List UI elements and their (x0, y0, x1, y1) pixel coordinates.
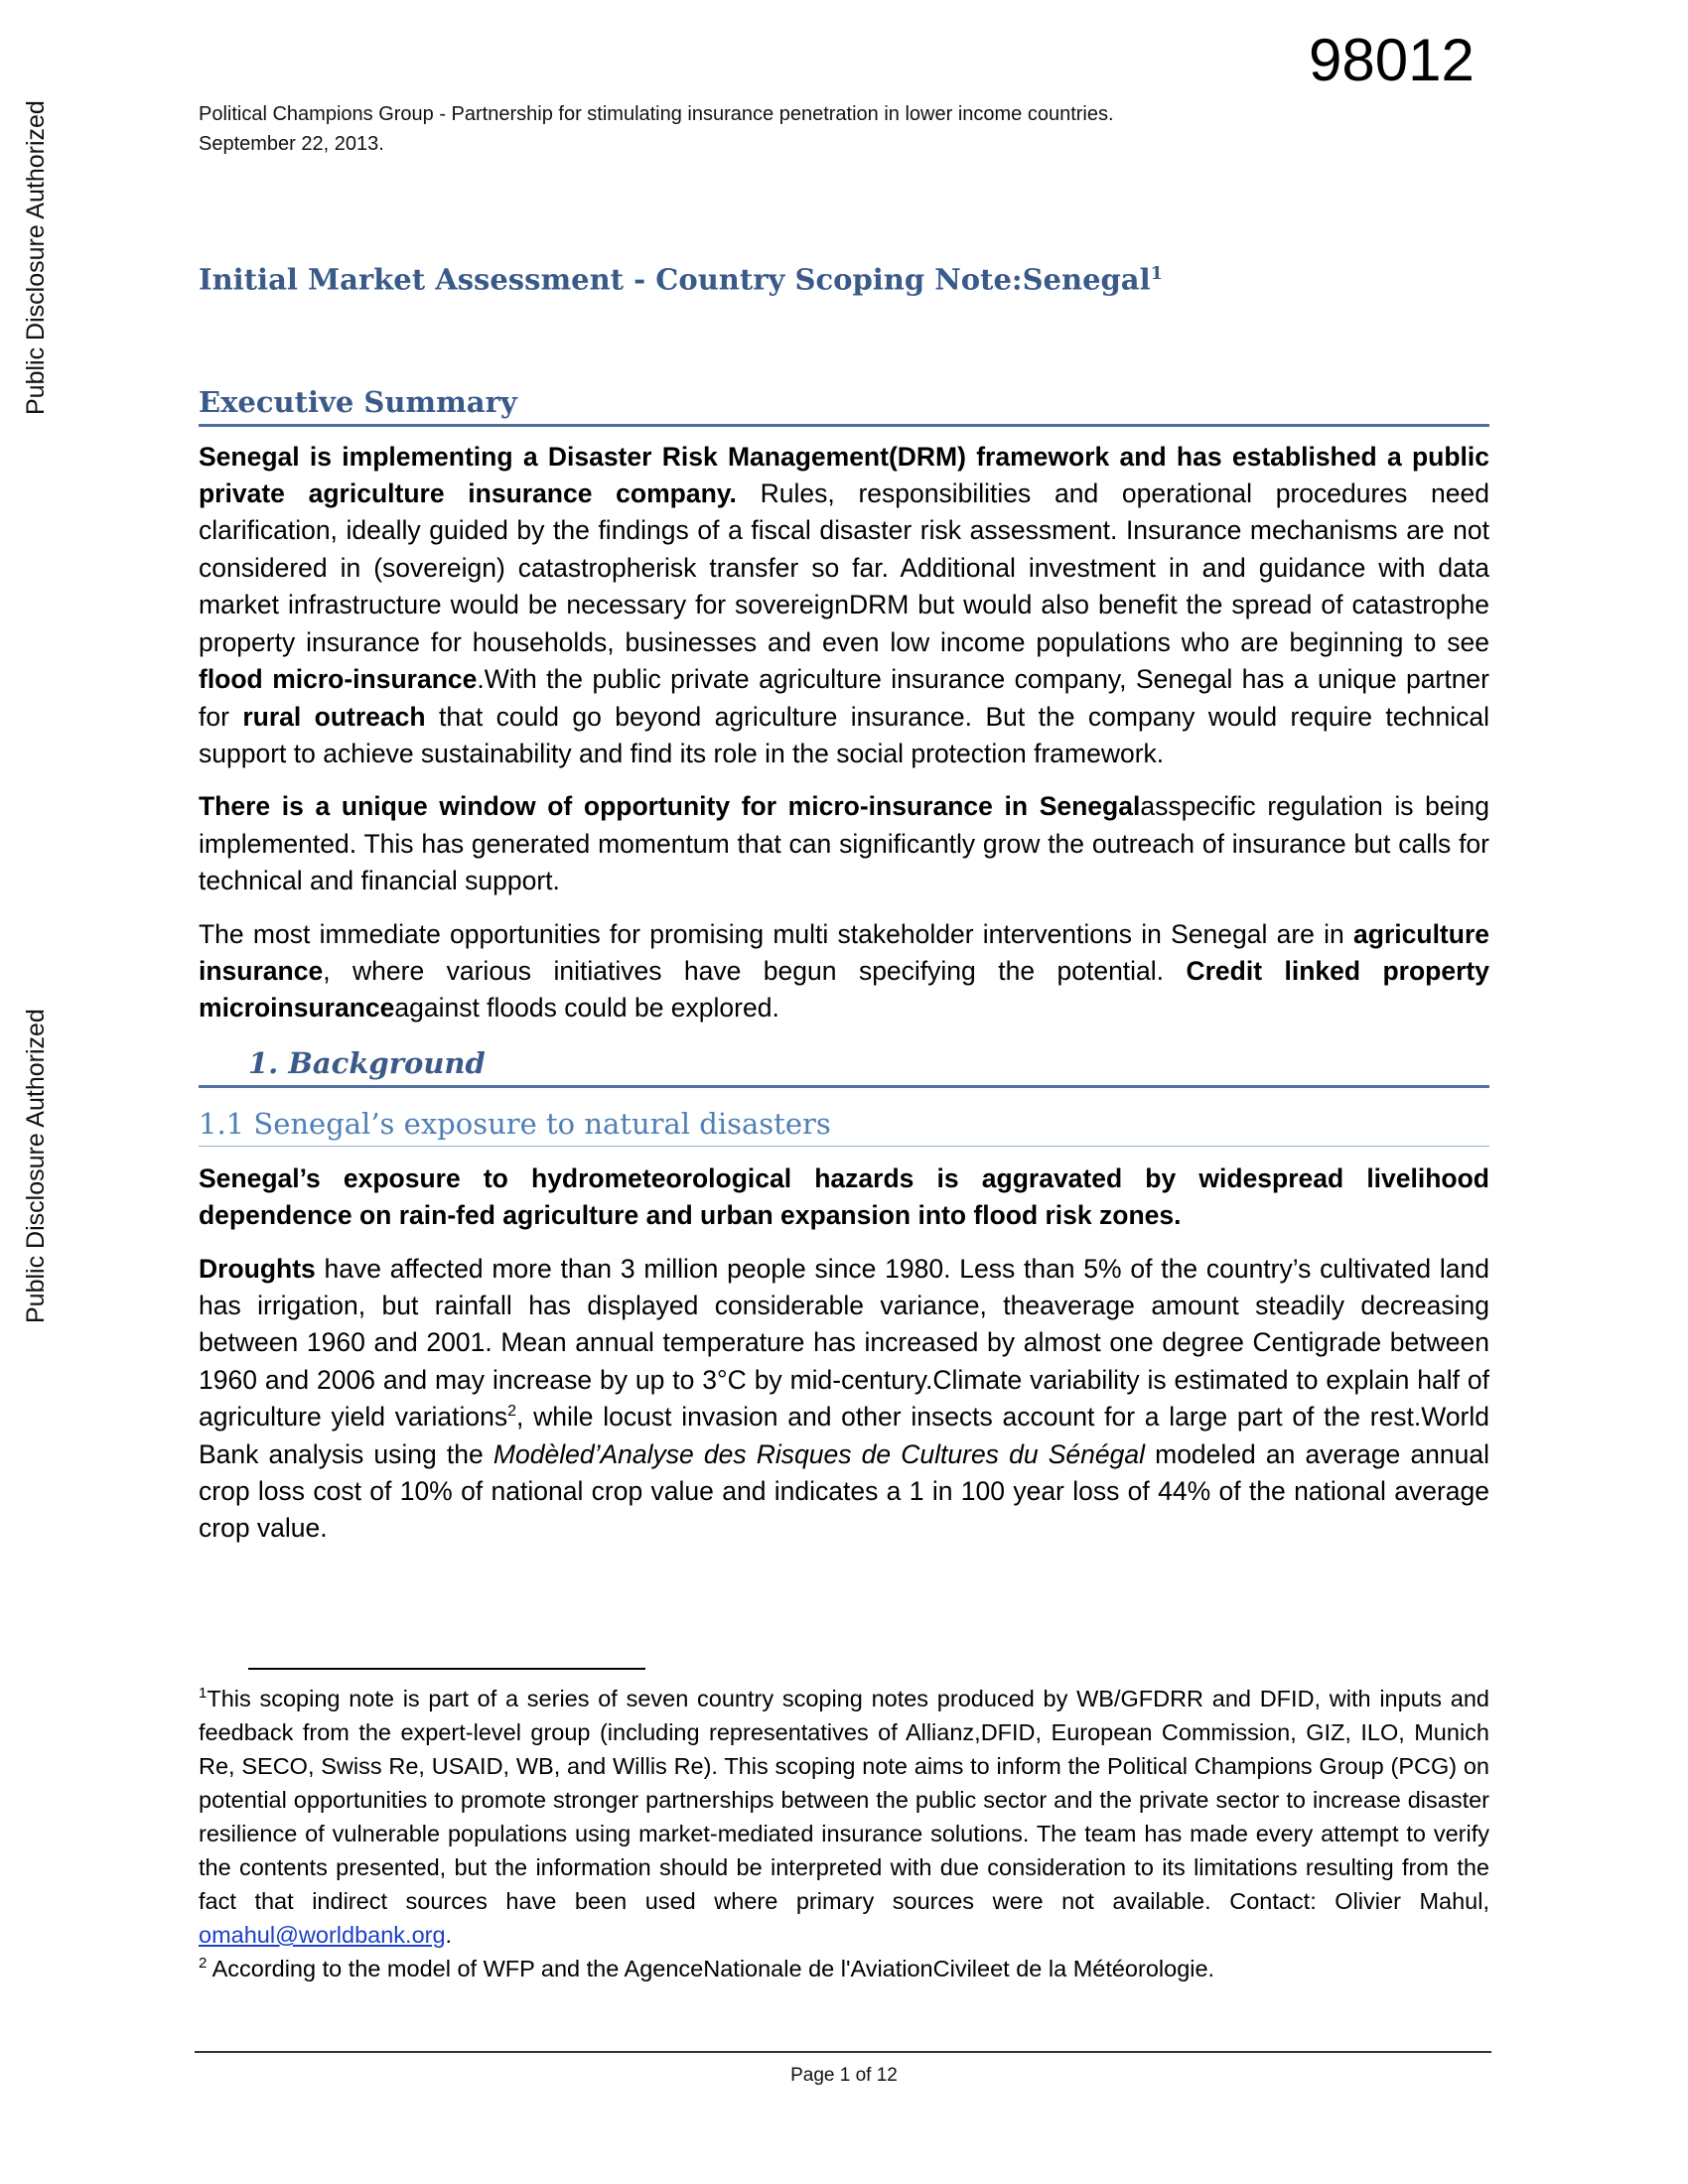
background-paragraph-2 (199, 1251, 1489, 1548)
exec-p3-text-a: The most immediate opportunities for promising multi stakeholder interventions in Senegal are in (199, 918, 1354, 949)
bg-p2-text-b: , while locust invasion and other insects account for a large part of the rest.World Bank analysis using the (199, 1402, 1490, 1469)
disclosure-stamp-bottom: Public Disclosure Authorized (22, 1009, 50, 1323)
footnote-1-text: This scoping note is part of a series of seven country scoping notes produced by WB/GFDRR and DFID, with inputs and feedback from the expert-level group (including representatives of Allianz,DFID, European Commission, GIZ, ILO, Munich Re, SECO, Swiss Re, USAID, WB, and Willis Re). This scoping note aims to inform the Political Champions Group (PCG) on potential opportunities to promote stronger partnerships between the public sector and the private sector to increase disaster resilience of vulnerable populations using market-mediated insurance solutions. The team has made every attempt to verify the contents presented, but the information should be interpreted with due consideration to its limitations resulting from the fact that indirect sources have been used where primary sources were not available. Contact: Olivier Mahul, (199, 1686, 1489, 1914)
exec-p3-text-e: against floods could be explored. (394, 993, 779, 1024)
bg-p2-text-d: modeled an average annual crop loss cost of 10% of national crop value and indicates a 1 in 100 year loss of 44% of the national average crop value. (199, 1438, 1490, 1544)
footnote-1-number: 1 (199, 1685, 208, 1703)
contact-email-link[interactable]: omahul@worldbank.org (199, 1922, 446, 1948)
exec-p2-bold-lead: There is a unique window of opportunity for micro-insurance in Senegal (199, 791, 1141, 822)
disclosure-stamp-top: Public Disclosure Authorized (22, 100, 50, 415)
document-title (199, 254, 1489, 300)
exec-p3-bold-d: Credit linked property microinsurance (199, 955, 1489, 1024)
exposure-subheading: 1.1 Senegal’s exposure to natural disasters (199, 1104, 1489, 1147)
title-footnote-ref[interactable]: 1 (1150, 263, 1164, 284)
exec-p3-bold-b: agriculture insurance (199, 918, 1489, 986)
footnote-ref-2[interactable]: 2 (507, 1403, 517, 1421)
bg-p2-italic-c: Modèled’Analyse des Risques de Cultures du Sénégal (492, 1438, 1145, 1469)
footnote-2 (199, 1952, 1489, 1985)
exec-p1-bold-b: flood micro-insurance (199, 664, 478, 695)
exec-p1-text-e: that could go beyond agriculture insurance. But the company would require technical support to achieve sustainability and find its role in the social protection framework. (199, 701, 1489, 768)
exec-p1-text-c: .With the public private agriculture insurance company, Senegal has a unique partner for (199, 664, 1489, 732)
bg-p2-bold-lead: Droughts (199, 1253, 316, 1284)
footnote-1-end: . (445, 1922, 453, 1948)
background-paragraph-1: Senegal’s exposure to hydrometeorological hazards is aggravated by widespread livelihood dependence on rain-fed agriculture and urban expansion into flood risk zones. (199, 1162, 1489, 1231)
footnote-2-text: According to the model of WFP and the AgenceNationale de l'AviationCivileet de la Météorologie. (207, 1956, 1215, 1981)
exec-p1-bold-d: rural outreach (242, 701, 426, 732)
header-line-2: September 22, 2013. (199, 133, 384, 155)
exec-summary-paragraph-2 (199, 788, 1489, 899)
page-header (199, 99, 1340, 159)
executive-summary-heading: Executive Summary (199, 382, 1489, 427)
bg-p2-text-a: have affected more than 3 million people since 1980. Less than 5% of the country’s cultivated land has irrigation, but rainfall has displayed considerable variance, theaverage amount steadily decreasing between 1960 and 2001. Mean annual temperature has increased by almost one degree Centigrade between 1960 and 2006 and may increase by up to 3°C by mid-century.Climate variability is estimated to explain half of agriculture yield variations (199, 1253, 1489, 1433)
exec-p3-text-c: , where various initiatives have begun specifying the potential. (323, 955, 1187, 986)
exec-p1-text-a: Rules, responsibilities and operational procedures need clarification, ideally guided by the findings of a fiscal disaster risk assessment. Insurance mechanisms are not considered in (sovereign) catastropherisk transfer so far. Additional investment in and guidance with data market infrastructure would be necessary for sovereignDRM but would also benefit the spread of catastrophe property insurance for households, businesses and even low income populations who are beginning to see (199, 478, 1489, 657)
document-number: 98012 (1309, 27, 1475, 93)
exec-p1-bold-lead: Senegal is implementing a Disaster Risk Management(DRM) framework and has established a public private agriculture insurance company. (199, 441, 1489, 509)
document-title-text: Initial Market Assessment - Country Scoping Note:Senegal (199, 262, 1151, 297)
exec-summary-paragraph-3 (199, 916, 1489, 1027)
footnotes (199, 1682, 1489, 1985)
footer-separator (195, 2051, 1491, 2053)
main-content (199, 254, 1489, 1564)
exec-p2-text: asspecific regulation is being implemented. This has generated momentum that can significantly grow the outreach of insurance but calls for technical and financial support. (199, 791, 1489, 896)
footnote-separator (248, 1668, 645, 1670)
header-line-1: Political Champions Group - Partnership for stimulating insurance penetration in lower income countries. (199, 103, 1114, 125)
background-heading: 1. Background (199, 1043, 1489, 1088)
footnote-2-number: 2 (199, 1955, 208, 1973)
footnote-1 (199, 1682, 1489, 1952)
page-number: Page 1 of 12 (790, 2065, 898, 2086)
exec-summary-paragraph-1 (199, 439, 1489, 773)
